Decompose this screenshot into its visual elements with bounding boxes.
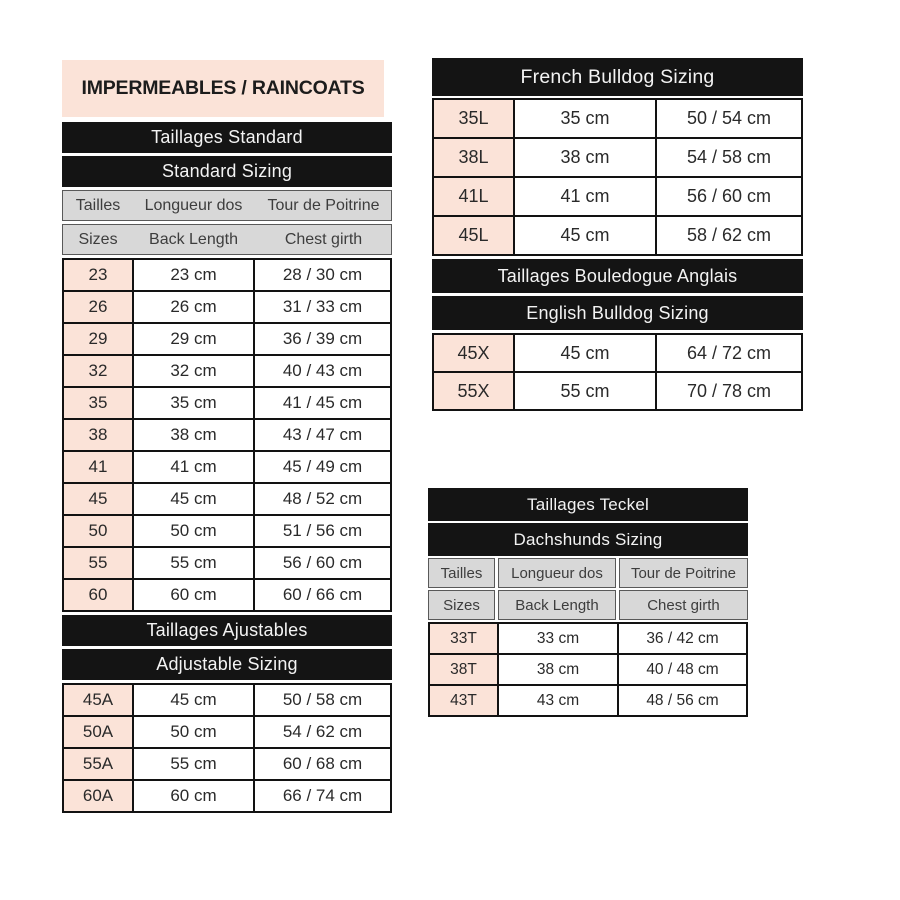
size-cell: 55X bbox=[433, 372, 514, 410]
chest-girth-cell: 66 / 74 cm bbox=[254, 780, 391, 812]
size-row bbox=[433, 99, 802, 138]
size-row bbox=[433, 334, 802, 372]
back-length-cell: 38 cm bbox=[514, 138, 656, 177]
col-header-back-length: Back Length bbox=[149, 230, 238, 248]
back-length-cell: 38 cm bbox=[498, 654, 618, 685]
size-row bbox=[63, 684, 391, 716]
size-cell: 60 bbox=[63, 579, 133, 611]
size-cell: 26 bbox=[63, 291, 133, 323]
col-header-chest-girth: Chest girth bbox=[619, 590, 748, 620]
raincoats-sizing-table bbox=[62, 60, 392, 813]
size-cell: 38T bbox=[429, 654, 498, 685]
size-row bbox=[433, 216, 802, 255]
standard-sizing-header-fr: Taillages Standard bbox=[62, 122, 392, 153]
column-headers-fr bbox=[62, 190, 392, 221]
french-bulldog-table bbox=[432, 98, 803, 256]
chest-girth-cell: 48 / 56 cm bbox=[618, 685, 747, 716]
size-row bbox=[429, 685, 747, 716]
size-row bbox=[63, 419, 391, 451]
adjustable-sizing-header-en: Adjustable Sizing bbox=[62, 649, 392, 680]
size-cell: 45X bbox=[433, 334, 514, 372]
col-header-chest-girth: Chest girth bbox=[284, 230, 363, 248]
adjustable-sizing-header-fr: Taillages Ajustables bbox=[62, 615, 392, 646]
back-length-cell: 60 cm bbox=[133, 579, 254, 611]
back-length-cell: 45 cm bbox=[133, 684, 254, 716]
column-headers-en bbox=[62, 224, 392, 255]
size-cell: 29 bbox=[63, 323, 133, 355]
col-header-tour-de-poitrine: Tour de Poitrine bbox=[619, 558, 748, 588]
chest-girth-cell: 36 / 39 cm bbox=[254, 323, 391, 355]
chest-girth-cell: 40 / 43 cm bbox=[254, 355, 391, 387]
chest-girth-cell: 36 / 42 cm bbox=[618, 623, 747, 654]
size-row bbox=[429, 623, 747, 654]
col-header-tour-de-poitrine: Tour de Poitrine bbox=[267, 196, 380, 214]
chest-girth-cell: 54 / 58 cm bbox=[656, 138, 802, 177]
chest-girth-cell: 50 / 54 cm bbox=[656, 99, 802, 138]
size-row bbox=[63, 515, 391, 547]
size-cell: 50A bbox=[63, 716, 133, 748]
chest-girth-cell: 60 / 66 cm bbox=[254, 579, 391, 611]
chest-girth-cell: 50 / 58 cm bbox=[254, 684, 391, 716]
back-length-cell: 33 cm bbox=[498, 623, 618, 654]
column-headers-fr bbox=[428, 558, 748, 588]
chest-girth-cell: 41 / 45 cm bbox=[254, 387, 391, 419]
chest-girth-cell: 31 / 33 cm bbox=[254, 291, 391, 323]
chest-girth-cell: 45 / 49 cm bbox=[254, 451, 391, 483]
back-length-cell: 60 cm bbox=[133, 780, 254, 812]
size-cell: 33T bbox=[429, 623, 498, 654]
chest-girth-cell: 48 / 52 cm bbox=[254, 483, 391, 515]
col-header-tailles: Tailles bbox=[75, 196, 121, 214]
back-length-cell: 35 cm bbox=[514, 99, 656, 138]
size-row bbox=[63, 291, 391, 323]
back-length-cell: 29 cm bbox=[133, 323, 254, 355]
size-row bbox=[63, 547, 391, 579]
chest-girth-cell: 56 / 60 cm bbox=[254, 547, 391, 579]
size-cell: 45L bbox=[433, 216, 514, 255]
size-row bbox=[63, 355, 391, 387]
size-cell: 38L bbox=[433, 138, 514, 177]
size-cell: 38 bbox=[63, 419, 133, 451]
size-cell: 50 bbox=[63, 515, 133, 547]
dachshund-table bbox=[428, 622, 748, 717]
size-cell: 60A bbox=[63, 780, 133, 812]
size-row bbox=[433, 138, 802, 177]
bulldog-sizing-table bbox=[432, 58, 803, 411]
col-header-tailles: Tailles bbox=[428, 558, 495, 588]
english-bulldog-table bbox=[432, 333, 803, 411]
back-length-cell: 55 cm bbox=[514, 372, 656, 410]
size-row bbox=[63, 387, 391, 419]
standard-sizing-table bbox=[62, 258, 392, 612]
size-cell: 32 bbox=[63, 355, 133, 387]
chest-girth-cell: 60 / 68 cm bbox=[254, 748, 391, 780]
chest-girth-cell: 58 / 62 cm bbox=[656, 216, 802, 255]
size-row bbox=[433, 177, 802, 216]
back-length-cell: 38 cm bbox=[133, 419, 254, 451]
english-bulldog-header-fr: Taillages Bouledogue Anglais bbox=[432, 259, 803, 293]
size-row bbox=[63, 716, 391, 748]
back-length-cell: 23 cm bbox=[133, 259, 254, 291]
back-length-cell: 35 cm bbox=[133, 387, 254, 419]
size-row bbox=[63, 483, 391, 515]
size-row bbox=[63, 323, 391, 355]
col-header-longueur-dos: Longueur dos bbox=[144, 196, 243, 214]
chest-girth-cell: 28 / 30 cm bbox=[254, 259, 391, 291]
back-length-cell: 55 cm bbox=[133, 748, 254, 780]
col-header-longueur-dos: Longueur dos bbox=[498, 558, 616, 588]
adjustable-sizing-table bbox=[62, 683, 392, 813]
english-bulldog-header-en: English Bulldog Sizing bbox=[432, 296, 803, 330]
size-cell: 45A bbox=[63, 684, 133, 716]
french-bulldog-header: French Bulldog Sizing bbox=[432, 58, 803, 96]
back-length-cell: 50 cm bbox=[133, 716, 254, 748]
size-row bbox=[63, 780, 391, 812]
back-length-cell: 45 cm bbox=[133, 483, 254, 515]
size-cell: 23 bbox=[63, 259, 133, 291]
chest-girth-cell: 51 / 56 cm bbox=[254, 515, 391, 547]
chest-girth-cell: 70 / 78 cm bbox=[656, 372, 802, 410]
chest-girth-cell: 40 / 48 cm bbox=[618, 654, 747, 685]
back-length-cell: 43 cm bbox=[498, 685, 618, 716]
back-length-cell: 26 cm bbox=[133, 291, 254, 323]
size-cell: 35L bbox=[433, 99, 514, 138]
back-length-cell: 50 cm bbox=[133, 515, 254, 547]
col-header-sizes: Sizes bbox=[428, 590, 495, 620]
chest-girth-cell: 56 / 60 cm bbox=[656, 177, 802, 216]
col-header-sizes: Sizes bbox=[78, 230, 118, 248]
back-length-cell: 55 cm bbox=[133, 547, 254, 579]
dachshund-header-fr: Taillages Teckel bbox=[428, 488, 748, 521]
back-length-cell: 45 cm bbox=[514, 216, 656, 255]
size-row bbox=[63, 259, 391, 291]
back-length-cell: 45 cm bbox=[514, 334, 656, 372]
size-cell: 55A bbox=[63, 748, 133, 780]
back-length-cell: 41 cm bbox=[133, 451, 254, 483]
size-row bbox=[63, 748, 391, 780]
standard-sizing-header-en: Standard Sizing bbox=[62, 156, 392, 187]
size-row bbox=[63, 451, 391, 483]
size-cell: 41L bbox=[433, 177, 514, 216]
size-row bbox=[429, 654, 747, 685]
size-cell: 43T bbox=[429, 685, 498, 716]
column-headers-en bbox=[428, 590, 748, 620]
dachshund-sizing-table bbox=[428, 488, 748, 717]
size-cell: 55 bbox=[63, 547, 133, 579]
chest-girth-cell: 64 / 72 cm bbox=[656, 334, 802, 372]
size-cell: 45 bbox=[63, 483, 133, 515]
size-cell: 41 bbox=[63, 451, 133, 483]
raincoats-title: IMPERMEABLES / RAINCOATS bbox=[62, 60, 384, 117]
size-row bbox=[63, 579, 391, 611]
size-cell: 35 bbox=[63, 387, 133, 419]
dachshund-header-en: Dachshunds Sizing bbox=[428, 523, 748, 556]
back-length-cell: 41 cm bbox=[514, 177, 656, 216]
size-row bbox=[433, 372, 802, 410]
back-length-cell: 32 cm bbox=[133, 355, 254, 387]
chest-girth-cell: 43 / 47 cm bbox=[254, 419, 391, 451]
chest-girth-cell: 54 / 62 cm bbox=[254, 716, 391, 748]
col-header-back-length: Back Length bbox=[498, 590, 616, 620]
